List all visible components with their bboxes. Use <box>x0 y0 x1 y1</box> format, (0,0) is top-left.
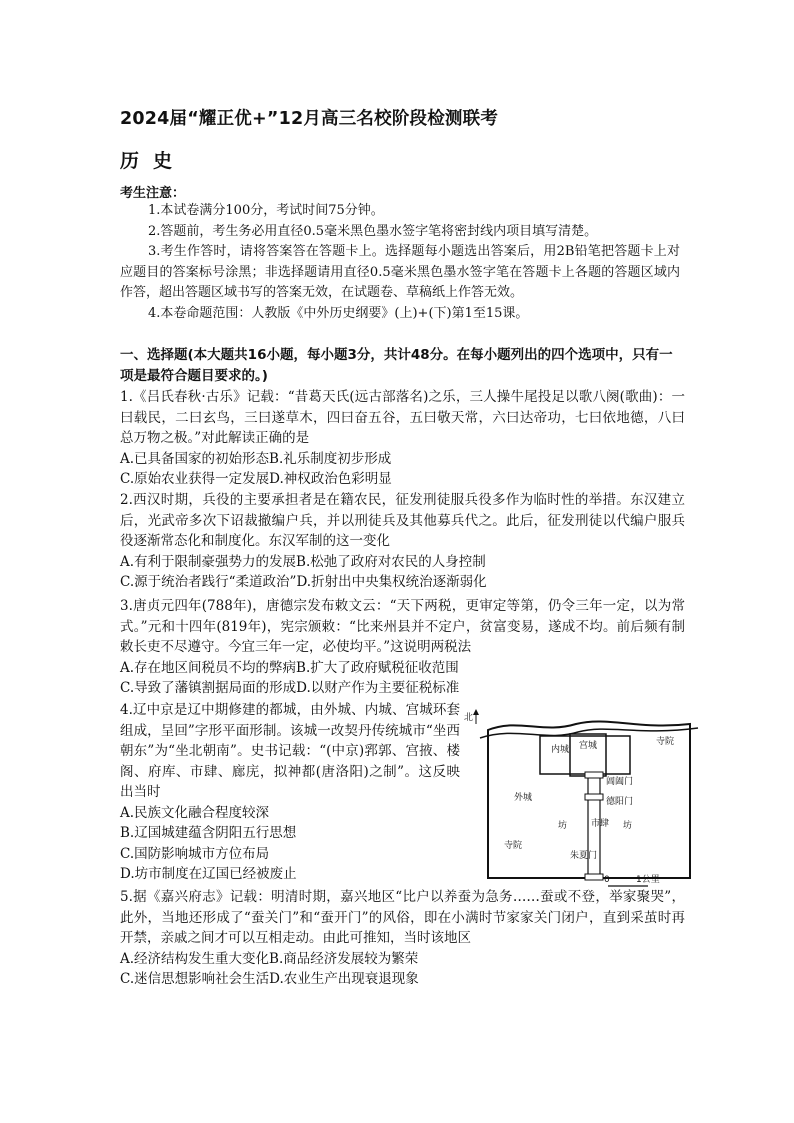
question-stem: 5.据《嘉兴府志》记载：明清时期，嘉兴地区“比户以养蚕为急务……蚕或不登，举家聚哭”，此外，当地还形成了“蚕关门”和“蚕开门”的风俗，即在小满时节家家关门闭户，直到采茧时再开禁，亲戚之间才可以互相走动。由此可推知，当时该地区 <box>120 889 685 946</box>
temple-left-label: 寺院 <box>504 841 523 851</box>
question-stem: 2.西汉时期，兵役的主要承担者是在籍农民，征发刑徒服兵役多作为临时性的举措。东汉建立后，光武帝多次下诏裁撤编户兵，并以刑徒兵及其他募兵代之。此后，征发刑徒以代编户服兵役逐渐常态化和制度化。东汉军制的这一变化 <box>120 492 685 549</box>
notice-item: 4.本卷命题范围：人教版《中外历史纲要》(上)+(下)第1至15课。 <box>148 305 529 321</box>
fang-right-label: 坊 <box>623 821 633 831</box>
option-d: D.农业生产出现衰退现象 <box>269 971 419 987</box>
option-d: D.坊市制度在辽国已经被废止 <box>120 866 297 882</box>
question-stem: 3.唐贞元四年(788年)，唐德宗发布敕文云：“天下两税，更审定等第，仍令三年一定，以为常式。”元和十四年(819年)，宪宗颁敕：“比来州县并不定户，贫富变易，遂成不均。前后频有制敕长吏不尽遵守。今宜三年一定，必使均平。”这说明两税法 <box>120 598 685 655</box>
question-1 <box>120 387 685 490</box>
option-row <box>120 969 685 990</box>
yangde-gate-mark <box>585 794 603 800</box>
option-b: B.松弛了政府对农民的人身控制 <box>296 553 486 570</box>
option-b: B.商品经济发展较为繁荣 <box>269 950 419 967</box>
scale-unit-label: 1公里 <box>636 875 660 885</box>
option-row <box>120 678 685 699</box>
notice-item: 2.答题前，考生务必用直径0.5毫米黑色墨水签字笔将密封线内项目填写清楚。 <box>148 223 598 239</box>
outer-city-label: 外城 <box>514 793 533 803</box>
zhuxia-gate-label: 朱夏门 <box>570 851 598 861</box>
temple-right-label: 寺院 <box>656 737 675 747</box>
option-d: D.神权政治色彩明显 <box>269 471 392 487</box>
notice-heading: 考生注意： <box>120 186 186 201</box>
question-stem: 4.辽中京是辽中期修建的都城，由外城、内城、宫城环套组成，呈回”字形平面形制。该城一改契丹传统城市“坐西朝东”为“坐北朝南”。史书记载：“(中京)郛郭、宫掖、楼阁、府库、市肆、廊庑，拟神都(唐洛阳)之制”。这反映出当时 <box>120 702 460 800</box>
palace-city-label: 宫城 <box>579 741 598 751</box>
yangde-gate-label: 德阳门 <box>606 797 634 807</box>
question-3 <box>120 596 685 699</box>
option-a: A.已具备国家的初始形态 <box>120 450 270 467</box>
option-d: D.以财产作为主要征税标准 <box>296 680 460 696</box>
option-row <box>120 469 685 490</box>
option-a: A.经济结构发生重大变化 <box>120 950 270 967</box>
changhe-gate-mark <box>585 772 603 778</box>
question-stem: 1.《吕氏春秋·古乐》记载：“昔葛天氏(远古部落名)之乐，三人操牛尾投足以歌八阕(歌曲)：一曰载民，二曰玄鸟，三曰遂草木，四曰奋五谷，五曰敬天常，六曰达帝功，七曰依地德，八曰总万物之极。”对此解读正确的是 <box>120 389 685 446</box>
option-row <box>120 658 685 679</box>
subject-title: 历史 <box>120 150 187 172</box>
notice-item: 1.本试卷满分100分，考试时间75分钟。 <box>148 203 384 218</box>
option-c: C.导致了藩镇割据局面的形成 <box>120 680 297 696</box>
option-row <box>120 552 685 573</box>
option-b: B.礼乐制度初步形成 <box>269 450 392 467</box>
option-d: D.折射出中央集权统治逐渐弱化 <box>296 574 487 590</box>
scale-zero-label: 0 <box>604 875 610 885</box>
notice-list <box>120 201 680 324</box>
changhe-gate-label: 阊阖门 <box>606 777 634 787</box>
option-row <box>120 572 685 593</box>
option-b: B.扩大了政府赋税征收范围 <box>296 659 459 676</box>
option-c: C.迷信思想影响社会生活 <box>120 971 270 987</box>
option-a: A.民族文化融合程度较深 <box>120 804 270 821</box>
city-plan-diagram <box>458 708 703 893</box>
fang-left-label: 坊 <box>558 821 568 831</box>
question-5 <box>120 887 685 990</box>
exam-title: 2024届“耀正优+”12月高三名校阶段检测联考 <box>120 109 499 129</box>
zhuxia-gate-mark <box>585 874 603 880</box>
question-4 <box>120 700 460 885</box>
option-c: C.国防影响城市方位布局 <box>120 845 270 862</box>
option-row <box>120 949 685 970</box>
market-label: 市肆 <box>591 819 610 829</box>
option-a: A.存在地区间税员不均的弊病 <box>120 659 297 676</box>
inner-city-label: 内城 <box>551 745 570 755</box>
north-arrow-head-icon <box>473 709 479 715</box>
question-2 <box>120 490 685 593</box>
option-c: C.源于统治者践行“柔道政治” <box>120 574 297 590</box>
section-heading: 一、选择题(本大题共16小题，每小题3分，共计48分。在每小题列出的四个选项中，只有一项是最符合题目要求的。) <box>120 347 673 384</box>
notice-item: 3.考生作答时，请将答案答在答题卡上。选择题每小题选出答案后，用2B铅笔把答题卡上对应题目的答案标号涂黑；非选择题请用直径0.5毫米黑色墨水签字笔在答题卡上各题的答题区域内作答，超出答题区域书写的答案无效，在试题卷、草稿纸上作答无效。 <box>120 244 680 300</box>
option-row <box>120 449 685 470</box>
liao-zhongjing-map <box>458 708 703 893</box>
north-label: 北 <box>464 713 474 723</box>
option-b: B.辽国城建蕴含阴阳五行思想 <box>120 825 297 841</box>
option-a: A.有利于限制豪强势力的发展 <box>120 553 297 570</box>
option-c: C.原始农业获得一定发展 <box>120 471 270 487</box>
